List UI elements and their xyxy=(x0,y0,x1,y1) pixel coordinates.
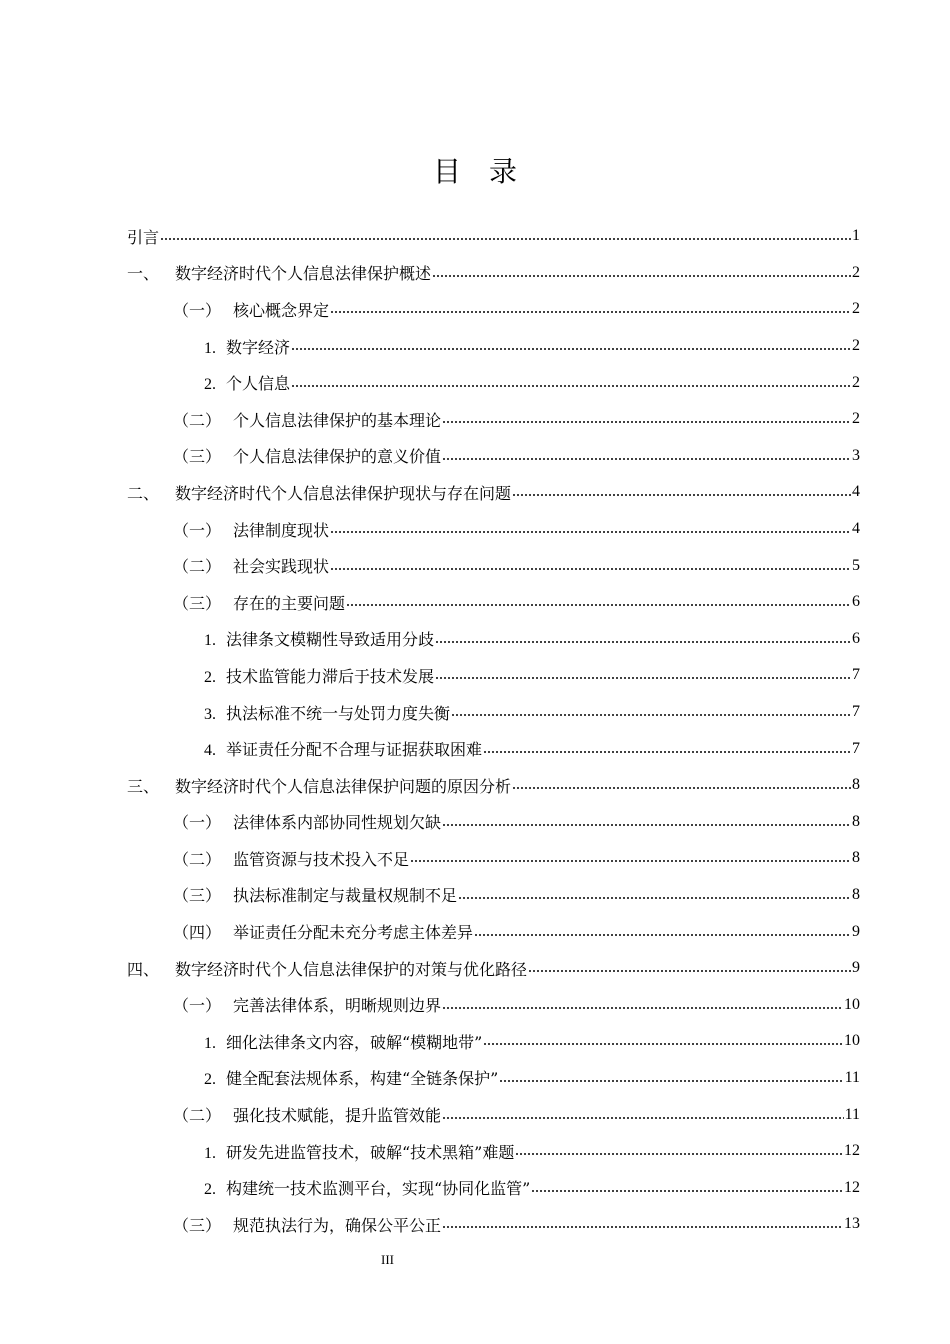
toc-entry-page-number: 13 xyxy=(844,1215,860,1233)
toc-entry-page-number: 8 xyxy=(852,812,860,830)
toc-entry[interactable] xyxy=(127,547,860,584)
toc-entry[interactable] xyxy=(127,401,860,438)
toc-entry-number: （二） xyxy=(173,557,222,577)
toc-entry-label xyxy=(173,444,441,467)
toc-entry-page-number: 7 xyxy=(852,739,860,757)
dot-leader xyxy=(512,484,851,500)
toc-entry-page-number: 7 xyxy=(852,666,860,684)
toc-entry-text: 数字经济时代个人信息法律保护的对策与优化路径 xyxy=(175,959,528,979)
dot-leader xyxy=(483,1033,843,1049)
toc-entry-text: 监管资源与技术投入不足 xyxy=(233,849,410,869)
toc-entry-text: 引言 xyxy=(127,227,160,247)
toc-entry[interactable] xyxy=(127,328,860,365)
toc-entry[interactable] xyxy=(127,621,860,658)
toc-entry-text: 细化法律条文内容，破解“模糊地带” xyxy=(226,1032,483,1052)
dot-leader xyxy=(410,850,851,866)
toc-entry-number: （三） xyxy=(173,593,222,613)
toc-entry[interactable] xyxy=(127,511,860,548)
toc-entry-text: 数字经济 xyxy=(226,337,291,357)
toc-entry-text: 举证责任分配未充分考虑主体差异 xyxy=(233,923,474,943)
toc-entry-number: 1. xyxy=(204,632,216,650)
toc-entry-text: 数字经济时代个人信息法律保护问题的原因分析 xyxy=(175,776,512,796)
toc-entry-label xyxy=(173,920,473,943)
toc-entry[interactable] xyxy=(127,218,860,255)
toc-entry[interactable] xyxy=(127,950,860,987)
toc-entry-text: 规范执法行为，确保公平公正 xyxy=(233,1215,442,1235)
dot-leader xyxy=(346,594,851,610)
dot-leader xyxy=(330,558,851,574)
toc-entry-number: （四） xyxy=(173,923,222,943)
toc-entry-text: 社会实践现状 xyxy=(233,557,330,577)
toc-entry-number: 2. xyxy=(204,1181,216,1199)
toc-entry[interactable] xyxy=(127,255,860,292)
toc-entry-text: 执法标准不统一与处罚力度失衡 xyxy=(226,703,451,723)
toc-entry-label xyxy=(204,371,290,394)
dot-leader xyxy=(528,960,851,976)
toc-entry-page-number: 10 xyxy=(844,995,860,1013)
toc-entry-number: （二） xyxy=(173,410,222,430)
toc-entry-label xyxy=(127,957,527,980)
toc-entry-number: 二、 xyxy=(127,483,160,503)
dot-leader xyxy=(483,741,851,757)
dot-leader xyxy=(330,301,851,317)
toc-entry[interactable] xyxy=(127,364,860,401)
page-number-footer: III xyxy=(381,1252,394,1267)
dot-leader xyxy=(451,704,851,720)
toc-entry-label xyxy=(204,701,450,724)
toc-entry-label xyxy=(204,1030,482,1053)
toc-entry-label xyxy=(204,1066,498,1089)
toc-entry-number: （三） xyxy=(173,447,222,467)
toc-entry-number: （二） xyxy=(173,1106,222,1126)
toc-entry-number: 1. xyxy=(204,339,216,357)
toc-entry[interactable] xyxy=(127,913,860,950)
toc-entry[interactable] xyxy=(127,1060,860,1097)
toc-entry-page-number: 2 xyxy=(852,373,860,391)
toc-entry-label xyxy=(127,774,511,797)
toc-entry-number: （三） xyxy=(173,886,222,906)
toc-entry-number: 四、 xyxy=(127,959,160,979)
toc-entry-number: 2. xyxy=(204,376,216,394)
dot-leader xyxy=(291,338,851,354)
toc-entry-text: 个人信息法律保护的意义价值 xyxy=(233,447,442,467)
toc-entry-number: （一） xyxy=(173,520,222,540)
dot-leader xyxy=(442,814,851,830)
toc-entry-page-number: 11 xyxy=(844,1068,860,1086)
toc-entry-label xyxy=(204,335,290,358)
toc-entry-page-number: 8 xyxy=(852,849,860,867)
toc-entry-label xyxy=(204,737,482,760)
toc-entry-page-number: 10 xyxy=(844,1032,860,1050)
toc-entry[interactable] xyxy=(127,877,860,914)
dot-leader xyxy=(515,1143,843,1159)
toc-entry-number: 2. xyxy=(204,1071,216,1089)
toc-entry[interactable] xyxy=(127,730,860,767)
dot-leader xyxy=(291,375,851,391)
page-title: 目 录 xyxy=(432,155,517,188)
toc-entry-page-number: 8 xyxy=(852,885,860,903)
toc-entry-page-number: 8 xyxy=(852,776,860,794)
dot-leader xyxy=(442,997,843,1013)
dot-leader xyxy=(442,1107,844,1123)
toc-entry-number: （三） xyxy=(173,1215,222,1235)
toc-entry-text: 构建统一技术监测平台，实现“协同化监管” xyxy=(226,1179,531,1199)
toc-entry-page-number: 9 xyxy=(852,922,860,940)
dot-leader xyxy=(474,924,851,940)
toc-entry-label xyxy=(127,225,159,248)
dot-leader xyxy=(512,777,851,793)
dot-leader xyxy=(458,887,851,903)
toc-entry-page-number: 12 xyxy=(844,1142,860,1160)
toc-entry-label xyxy=(173,298,329,321)
dot-leader xyxy=(435,631,851,647)
toc-entry[interactable] xyxy=(127,1096,860,1133)
toc-entry-page-number: 2 xyxy=(852,300,860,318)
toc-entry-number: （一） xyxy=(173,813,222,833)
toc-entry-text: 技术监管能力滞后于技术发展 xyxy=(226,666,435,686)
toc-entry-text: 完善法律体系，明晰规则边界 xyxy=(233,996,442,1016)
dot-leader xyxy=(435,667,851,683)
toc-entry-label xyxy=(173,554,329,577)
toc-entry-label xyxy=(204,664,434,687)
toc-entry[interactable] xyxy=(127,694,860,731)
dot-leader xyxy=(432,265,851,281)
toc-entry-page-number: 9 xyxy=(852,959,860,977)
dot-leader xyxy=(442,448,851,464)
toc-entry[interactable] xyxy=(127,1133,860,1170)
toc-entry-text: 法律体系内部协同性规划欠缺 xyxy=(233,813,442,833)
toc-entry-text: 个人信息法律保护的基本理论 xyxy=(233,410,442,430)
toc-entry-text: 法律条文模糊性导致适用分歧 xyxy=(226,630,435,650)
toc-entry-page-number: 2 xyxy=(852,263,860,281)
toc-entry-label xyxy=(173,1103,441,1126)
toc-entry[interactable] xyxy=(127,767,860,804)
toc-entry-text: 数字经济时代个人信息法律保护现状与存在问题 xyxy=(175,483,512,503)
toc-entry-number: （一） xyxy=(173,996,222,1016)
toc-entry-number: 1. xyxy=(204,1034,216,1052)
toc-entry-text: 健全配套法规体系，构建“全链条保护” xyxy=(226,1069,499,1089)
toc-entry[interactable] xyxy=(127,840,860,877)
toc-entry-page-number: 6 xyxy=(852,593,860,611)
dot-leader xyxy=(160,228,851,244)
toc-entry[interactable] xyxy=(127,986,860,1023)
dot-leader xyxy=(442,1216,843,1232)
toc-entry-number: 4. xyxy=(204,742,216,760)
toc-entry-label xyxy=(173,993,441,1016)
dot-leader xyxy=(330,521,851,537)
toc-entry-text: 法律制度现状 xyxy=(233,520,330,540)
toc-entry-page-number: 3 xyxy=(852,446,860,464)
toc-entry-label xyxy=(173,591,345,614)
toc-entry[interactable] xyxy=(127,474,860,511)
dot-leader xyxy=(499,1070,843,1086)
toc-entry-label xyxy=(173,847,409,870)
toc-entry-number: 3. xyxy=(204,705,216,723)
toc-entry-page-number: 4 xyxy=(852,520,860,538)
toc-entry-text: 存在的主要问题 xyxy=(233,593,346,613)
toc-entry[interactable] xyxy=(127,291,860,328)
toc-entry[interactable] xyxy=(127,438,860,475)
toc-entry-label xyxy=(127,261,431,284)
dot-leader xyxy=(442,411,851,427)
toc-entry-page-number: 5 xyxy=(852,556,860,574)
toc-entry-text: 执法标准制定与裁量权规制不足 xyxy=(233,886,458,906)
toc-entry-page-number: 2 xyxy=(852,410,860,428)
toc-entry-label xyxy=(173,810,441,833)
toc-entry-page-number: 12 xyxy=(844,1178,860,1196)
toc-entry-label xyxy=(173,883,457,906)
toc-entry[interactable] xyxy=(127,1206,860,1243)
toc-entry-label xyxy=(173,518,329,541)
toc-entry[interactable] xyxy=(127,1023,860,1060)
toc-entry-page-number: 1 xyxy=(852,227,860,245)
table-of-contents xyxy=(127,218,860,1243)
toc-entry-page-number: 4 xyxy=(852,483,860,501)
toc-entry-page-number: 2 xyxy=(852,337,860,355)
toc-entry-number: （一） xyxy=(173,300,222,320)
toc-entry-number: 2. xyxy=(204,668,216,686)
toc-entry-label xyxy=(173,1213,441,1236)
toc-entry[interactable] xyxy=(127,584,860,621)
dot-leader xyxy=(531,1180,843,1196)
toc-entry-number: 三、 xyxy=(127,776,160,796)
toc-entry-label xyxy=(204,1140,514,1163)
toc-entry-label xyxy=(127,481,511,504)
toc-entry-text: 个人信息 xyxy=(226,374,291,394)
toc-entry-number: （二） xyxy=(173,849,222,869)
toc-entry-text: 举证责任分配不合理与证据获取困难 xyxy=(226,740,483,760)
toc-entry[interactable] xyxy=(127,804,860,841)
toc-entry-text: 核心概念界定 xyxy=(233,300,330,320)
toc-entry-label xyxy=(204,1176,530,1199)
toc-entry-page-number: 6 xyxy=(852,629,860,647)
toc-entry-number: 一、 xyxy=(127,264,160,284)
toc-entry-text: 强化技术赋能，提升监管效能 xyxy=(233,1106,442,1126)
toc-entry[interactable] xyxy=(127,657,860,694)
toc-entry[interactable] xyxy=(127,1169,860,1206)
toc-entry-page-number: 7 xyxy=(852,703,860,721)
toc-entry-label xyxy=(173,408,441,431)
toc-entry-number: 1. xyxy=(204,1144,216,1162)
toc-entry-text: 研发先进监管技术，破解“技术黑箱”难题 xyxy=(226,1142,515,1162)
toc-entry-text: 数字经济时代个人信息法律保护概述 xyxy=(175,264,432,284)
toc-entry-page-number: 11 xyxy=(844,1105,860,1123)
toc-entry-label xyxy=(204,627,434,650)
